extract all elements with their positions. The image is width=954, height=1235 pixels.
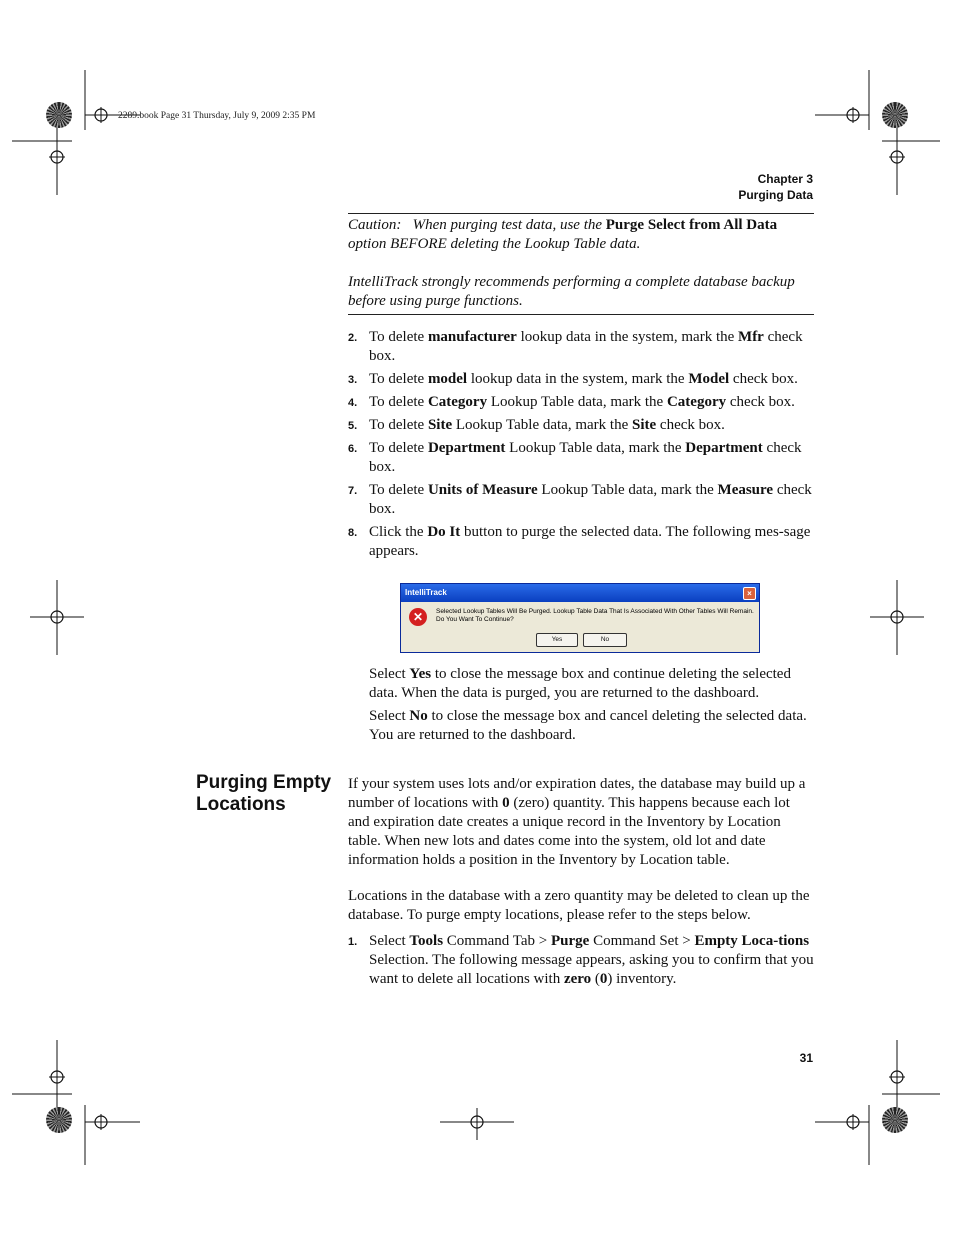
step-number: 3. xyxy=(348,374,358,386)
dialog-explanation xyxy=(369,665,817,749)
list-item: 5. To delete Site Lookup Table data, mark the Site check box. xyxy=(348,416,818,435)
list-item: 7. To delete Units of Measure Lookup Table data, mark the Measure check box. xyxy=(348,482,812,517)
section-heading: Purging Empty Locations xyxy=(196,772,332,815)
page-number: 31 xyxy=(799,1051,813,1065)
print-slug: 2289.book Page 31 Thursday, July 9, 2009 2:35 PM xyxy=(118,111,316,121)
step-number: 6. xyxy=(348,443,358,455)
step-number: 1. xyxy=(348,936,358,948)
dialog-title: IntelliTrack xyxy=(405,588,447,597)
yes-explanation: Select Yes to close the message box and continue deleting the selected data. When the data is purged, you are returned to the dashboard. xyxy=(369,666,791,701)
caution-top-rule xyxy=(348,213,814,214)
step-number: 2. xyxy=(348,332,358,344)
dialog-title-bar xyxy=(401,584,759,602)
step-list xyxy=(348,328,818,565)
confirm-dialog xyxy=(400,583,760,653)
caution-line-1: Caution: When purging test data, use the Purge Select from All Data option BEFORE deleting the Lookup Table data. xyxy=(348,217,778,252)
step-number: 4. xyxy=(348,397,358,409)
list-item: 8. Click the Do It button to purge the selected data. The following mes-sage appears. xyxy=(348,524,811,559)
section-intro-2: Locations in the database with a zero quantity may be deleted to clean up the database. To purge empty locations, please refer to the steps below. xyxy=(348,888,810,923)
registration-target-icon xyxy=(882,102,908,128)
registration-target-icon xyxy=(882,1107,908,1133)
close-icon[interactable]: × xyxy=(743,587,756,600)
chapter-title: Purging Data xyxy=(738,188,813,202)
step-number: 8. xyxy=(348,527,358,539)
step-number: 5. xyxy=(348,420,358,432)
section-step-list xyxy=(348,932,818,993)
registration-target-icon xyxy=(46,1107,72,1133)
caution-bottom-rule xyxy=(348,314,814,315)
dialog-message: Selected Lookup Tables Will Be Purged. Lookup Table Data That Is Associated With Other Tables Will Remain. Do You Want To Continue? xyxy=(436,608,754,623)
registration-target-icon xyxy=(46,102,72,128)
list-item: 6. To delete Department Lookup Table data, mark the Department check box. xyxy=(348,440,802,475)
error-icon: ✕ xyxy=(409,608,427,626)
caution-line-2: IntelliTrack strongly recommends performing a complete database backup before using purge functions. xyxy=(348,274,795,309)
no-explanation: Select No to close the message box and cancel deleting the selected data. You are returned to the dashboard. xyxy=(369,708,807,743)
section-intro-1: If your system uses lots and/or expiration dates, the database may build up a number of locations with 0 (zero) quantity. This happens because each lot and expiration date creates a unique record in the Inventory by Location table. When new lots and dates come into the system, old lot and date information holds a position in the Inventory by Location table. xyxy=(348,776,806,868)
step-number: 7. xyxy=(348,485,358,497)
running-header xyxy=(738,171,813,203)
yes-button[interactable]: Yes xyxy=(536,633,578,647)
no-button[interactable]: No xyxy=(583,633,627,647)
list-item: 2. To delete manufacturer lookup data in the system, mark the Mfr check box. xyxy=(348,329,803,364)
chapter-label: Chapter 3 xyxy=(757,172,813,186)
list-item: 3. To delete model lookup data in the system, mark the Model check box. xyxy=(348,370,818,389)
list-item: 4. To delete Category Lookup Table data, mark the Category check box. xyxy=(348,393,818,412)
list-item: 1. Select Tools Command Tab > Purge Command Set > Empty Loca-tions Selection. The following message appears, asking you to confirm that you want to delete all locations with zero (0) inventory. xyxy=(348,933,814,987)
caution-note xyxy=(348,216,816,311)
